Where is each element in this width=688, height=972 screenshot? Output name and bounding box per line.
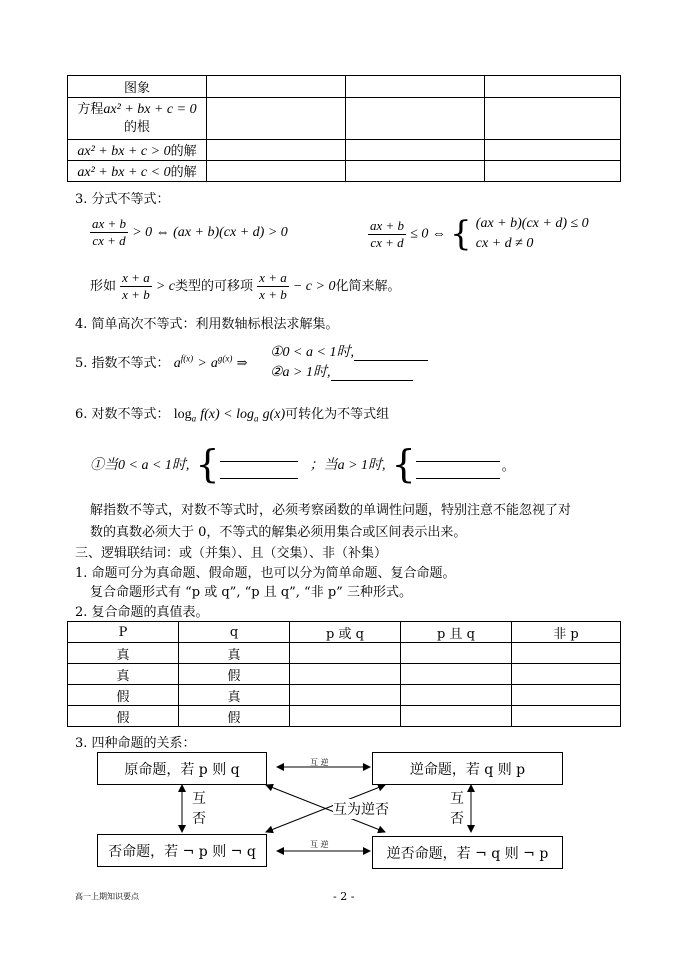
table-cell bbox=[68, 685, 179, 706]
header-label: 非 p bbox=[553, 626, 579, 642]
inverse-proposition-box bbox=[97, 834, 267, 867]
table-cell bbox=[346, 98, 485, 140]
table-cell bbox=[68, 76, 207, 98]
contrapositive-proposition-box bbox=[372, 836, 563, 869]
table-header bbox=[401, 622, 512, 643]
note-math: − c > 0 bbox=[292, 279, 336, 294]
formula-1 bbox=[90, 216, 288, 249]
system bbox=[476, 214, 589, 254]
section-6 bbox=[75, 403, 389, 424]
table-cell bbox=[401, 664, 512, 685]
answer-blank bbox=[220, 466, 298, 479]
case-text: ②a > 1时, bbox=[270, 365, 331, 380]
note-text: 化简来解。 bbox=[335, 279, 401, 294]
contrapositive-label: 互为逆否 bbox=[333, 799, 389, 819]
table-cell bbox=[207, 98, 346, 140]
table-cell bbox=[68, 664, 179, 685]
table-cell bbox=[290, 706, 401, 727]
header-label: q bbox=[229, 624, 239, 640]
log-base: a bbox=[253, 413, 259, 424]
cell-value: 假 bbox=[116, 689, 130, 705]
answer-blank bbox=[220, 449, 298, 462]
table-cell bbox=[179, 643, 290, 664]
box-label: 逆否命题，若 ¬ q 则 ¬ p bbox=[386, 845, 549, 862]
brace: { bbox=[391, 442, 416, 486]
list-item: 复合命题形式有 “p 或 q”, “p 且 q”, “非 p” 三种形式。 bbox=[90, 585, 412, 600]
case-text: ①0 < a < 1时, bbox=[270, 345, 354, 360]
quadratic-table bbox=[67, 75, 621, 182]
table-row bbox=[68, 685, 621, 706]
table-cell bbox=[512, 685, 621, 706]
log-expr: f(x) < log bbox=[200, 407, 254, 422]
converse-label-top: 互 逆 bbox=[310, 758, 329, 767]
table-cell bbox=[485, 76, 621, 98]
table-cell bbox=[485, 140, 621, 161]
table-cell bbox=[68, 643, 179, 664]
formula-rest: > 0 ⇔ (ax + b)(cx + d) > 0 bbox=[132, 225, 288, 240]
row-label-suffix: 的解 bbox=[170, 144, 197, 159]
fraction-num: x + a bbox=[259, 270, 287, 285]
header-label: p 或 q bbox=[326, 626, 364, 642]
fraction-note bbox=[90, 270, 400, 303]
table-cell bbox=[179, 706, 290, 727]
table-cell bbox=[290, 685, 401, 706]
footer-title: 高一上期知识要点 bbox=[75, 892, 139, 901]
base: a bbox=[210, 356, 218, 371]
answer-blanks bbox=[220, 449, 302, 479]
exponent: f(x) bbox=[180, 353, 194, 364]
truth-table bbox=[67, 621, 621, 727]
table-cell bbox=[207, 76, 346, 98]
row-label-graph: 图象 bbox=[123, 81, 150, 96]
exp-case-1 bbox=[270, 341, 428, 361]
inverse-label-left: 互 bbox=[192, 791, 206, 807]
fraction-num: ax + b bbox=[370, 217, 405, 233]
cell-value: 假 bbox=[116, 710, 130, 726]
table-cell bbox=[401, 643, 512, 664]
note-text: 可转化为不等式组 bbox=[285, 407, 390, 422]
list-item: 3. 四种命题的关系： bbox=[75, 736, 196, 751]
answer-blank bbox=[416, 449, 500, 462]
converse-label-bottom: 互 逆 bbox=[310, 840, 329, 849]
inequality-expr: ax² + bx + c < 0 bbox=[77, 165, 171, 180]
cell-value: 真 bbox=[227, 689, 241, 705]
case-text: ；当a > 1时, bbox=[309, 458, 386, 473]
header-label: p 且 q bbox=[437, 626, 475, 642]
inequality-expr: ax² + bx + c > 0 bbox=[77, 144, 171, 159]
table-cell bbox=[401, 685, 512, 706]
table-header bbox=[290, 622, 401, 643]
inverse-label-right: 否 bbox=[450, 811, 464, 827]
fraction-den: cx + d bbox=[92, 233, 126, 248]
answer-blanks bbox=[416, 449, 502, 479]
table-cell bbox=[485, 161, 621, 182]
note-text: 形如 bbox=[90, 279, 117, 294]
list-item: 2. 复合命题的真值表。 bbox=[75, 605, 209, 620]
case-text: ①当0 < a < 1时, bbox=[90, 458, 190, 473]
table-cell bbox=[346, 140, 485, 161]
table-cell bbox=[512, 706, 621, 727]
table-cell bbox=[485, 98, 621, 140]
table-row bbox=[68, 664, 621, 685]
fraction-den: x + b bbox=[122, 287, 150, 302]
table-row bbox=[68, 706, 621, 727]
cell-value: 真 bbox=[116, 668, 130, 684]
period: 。 bbox=[501, 458, 515, 474]
fraction bbox=[120, 270, 152, 303]
table-cell bbox=[68, 161, 207, 182]
box-label: 原命题，若 p 则 q bbox=[124, 761, 240, 778]
table-cell bbox=[207, 161, 346, 182]
table-cell bbox=[179, 664, 290, 685]
note-text: 类型的可移项 bbox=[175, 279, 254, 294]
fraction-num: ax + b bbox=[92, 216, 127, 231]
header-label: P bbox=[118, 624, 128, 640]
table-cell bbox=[346, 161, 485, 182]
table-row bbox=[68, 643, 621, 664]
section-4: 4. 简单高次不等式：利用数轴标根法求解集。 bbox=[75, 317, 339, 332]
equation: ax² + bx + c = 0 bbox=[103, 101, 197, 117]
fraction bbox=[90, 216, 128, 249]
answer-blank bbox=[331, 367, 413, 381]
section-5 bbox=[75, 352, 247, 372]
cell-value: 真 bbox=[227, 647, 241, 663]
table-header bbox=[68, 622, 179, 643]
log-func: log bbox=[173, 407, 192, 422]
page-number: - 2 - bbox=[333, 890, 355, 903]
table-header bbox=[512, 622, 621, 643]
answer-blank bbox=[416, 466, 500, 479]
paragraph-line: 数的真数必须大于 0，不等式的解集必须用集合或区间表示出来。 bbox=[90, 525, 467, 540]
table-cell bbox=[68, 706, 179, 727]
table-cell bbox=[68, 140, 207, 161]
inverse-label-left: 否 bbox=[192, 811, 206, 827]
log-base: a bbox=[191, 413, 197, 424]
brace: { bbox=[450, 214, 472, 254]
formula-rest: ≤ 0 ⇔ bbox=[410, 226, 446, 242]
cell-value: 假 bbox=[227, 710, 241, 726]
section-heading: 三、逻辑联结词：或（并集）、且（交集）、非（补集） bbox=[75, 546, 388, 561]
box-label: 逆命题，若 q 则 p bbox=[409, 761, 526, 778]
exponent: g(x) bbox=[217, 353, 233, 364]
table-cell bbox=[401, 706, 512, 727]
log-expr: g(x) bbox=[262, 407, 286, 422]
table-cell bbox=[68, 98, 207, 140]
table-cell bbox=[346, 76, 485, 98]
brace: { bbox=[195, 442, 220, 486]
table-cell bbox=[179, 685, 290, 706]
list-item: 1. 命题可分为真命题、假命题，也可以分为简单命题、复合命题。 bbox=[75, 566, 456, 581]
fraction-num: x + a bbox=[122, 270, 150, 285]
table-header bbox=[179, 622, 290, 643]
section-heading: 3. 分式不等式： bbox=[75, 192, 170, 207]
inverse-label-right: 互 bbox=[450, 791, 464, 807]
system-line: (ax + b)(cx + d) ≤ 0 bbox=[475, 216, 589, 231]
exp-case-2 bbox=[270, 361, 413, 381]
note-math: > c bbox=[155, 279, 176, 294]
implies-icon: ⇒ bbox=[236, 356, 248, 371]
answer-blank bbox=[354, 347, 428, 361]
row-label-suffix: 的解 bbox=[170, 165, 197, 180]
original-proposition-box bbox=[97, 752, 267, 785]
converse-proposition-box bbox=[372, 752, 563, 785]
operator: > bbox=[197, 356, 207, 371]
table-cell bbox=[290, 643, 401, 664]
log-cases bbox=[90, 443, 515, 485]
section-heading: 5. 指数不等式： bbox=[75, 356, 170, 371]
row-label-suffix: 的根 bbox=[123, 119, 150, 135]
system-line: cx + d ≠ 0 bbox=[475, 236, 534, 251]
fraction bbox=[257, 270, 289, 303]
table-cell bbox=[512, 643, 621, 664]
table-cell bbox=[512, 664, 621, 685]
base: a bbox=[173, 356, 181, 371]
fraction-den: x + b bbox=[259, 287, 287, 302]
row-label-prefix: 方程 bbox=[77, 101, 104, 117]
fraction-den: cx + d bbox=[370, 234, 404, 250]
box-label: 否命题，若 ¬ p 则 ¬ q bbox=[108, 843, 256, 860]
fraction bbox=[368, 218, 406, 251]
table-cell bbox=[207, 140, 346, 161]
cell-value: 假 bbox=[227, 668, 241, 684]
formula-2 bbox=[368, 214, 589, 254]
section-heading: 6. 对数不等式： bbox=[75, 407, 170, 422]
cell-value: 真 bbox=[116, 647, 130, 663]
table-cell bbox=[290, 664, 401, 685]
paragraph-line: 解指数不等式，对数不等式时，必须考察函数的单调性问题，特别注意不能忽视了对 bbox=[90, 503, 572, 518]
